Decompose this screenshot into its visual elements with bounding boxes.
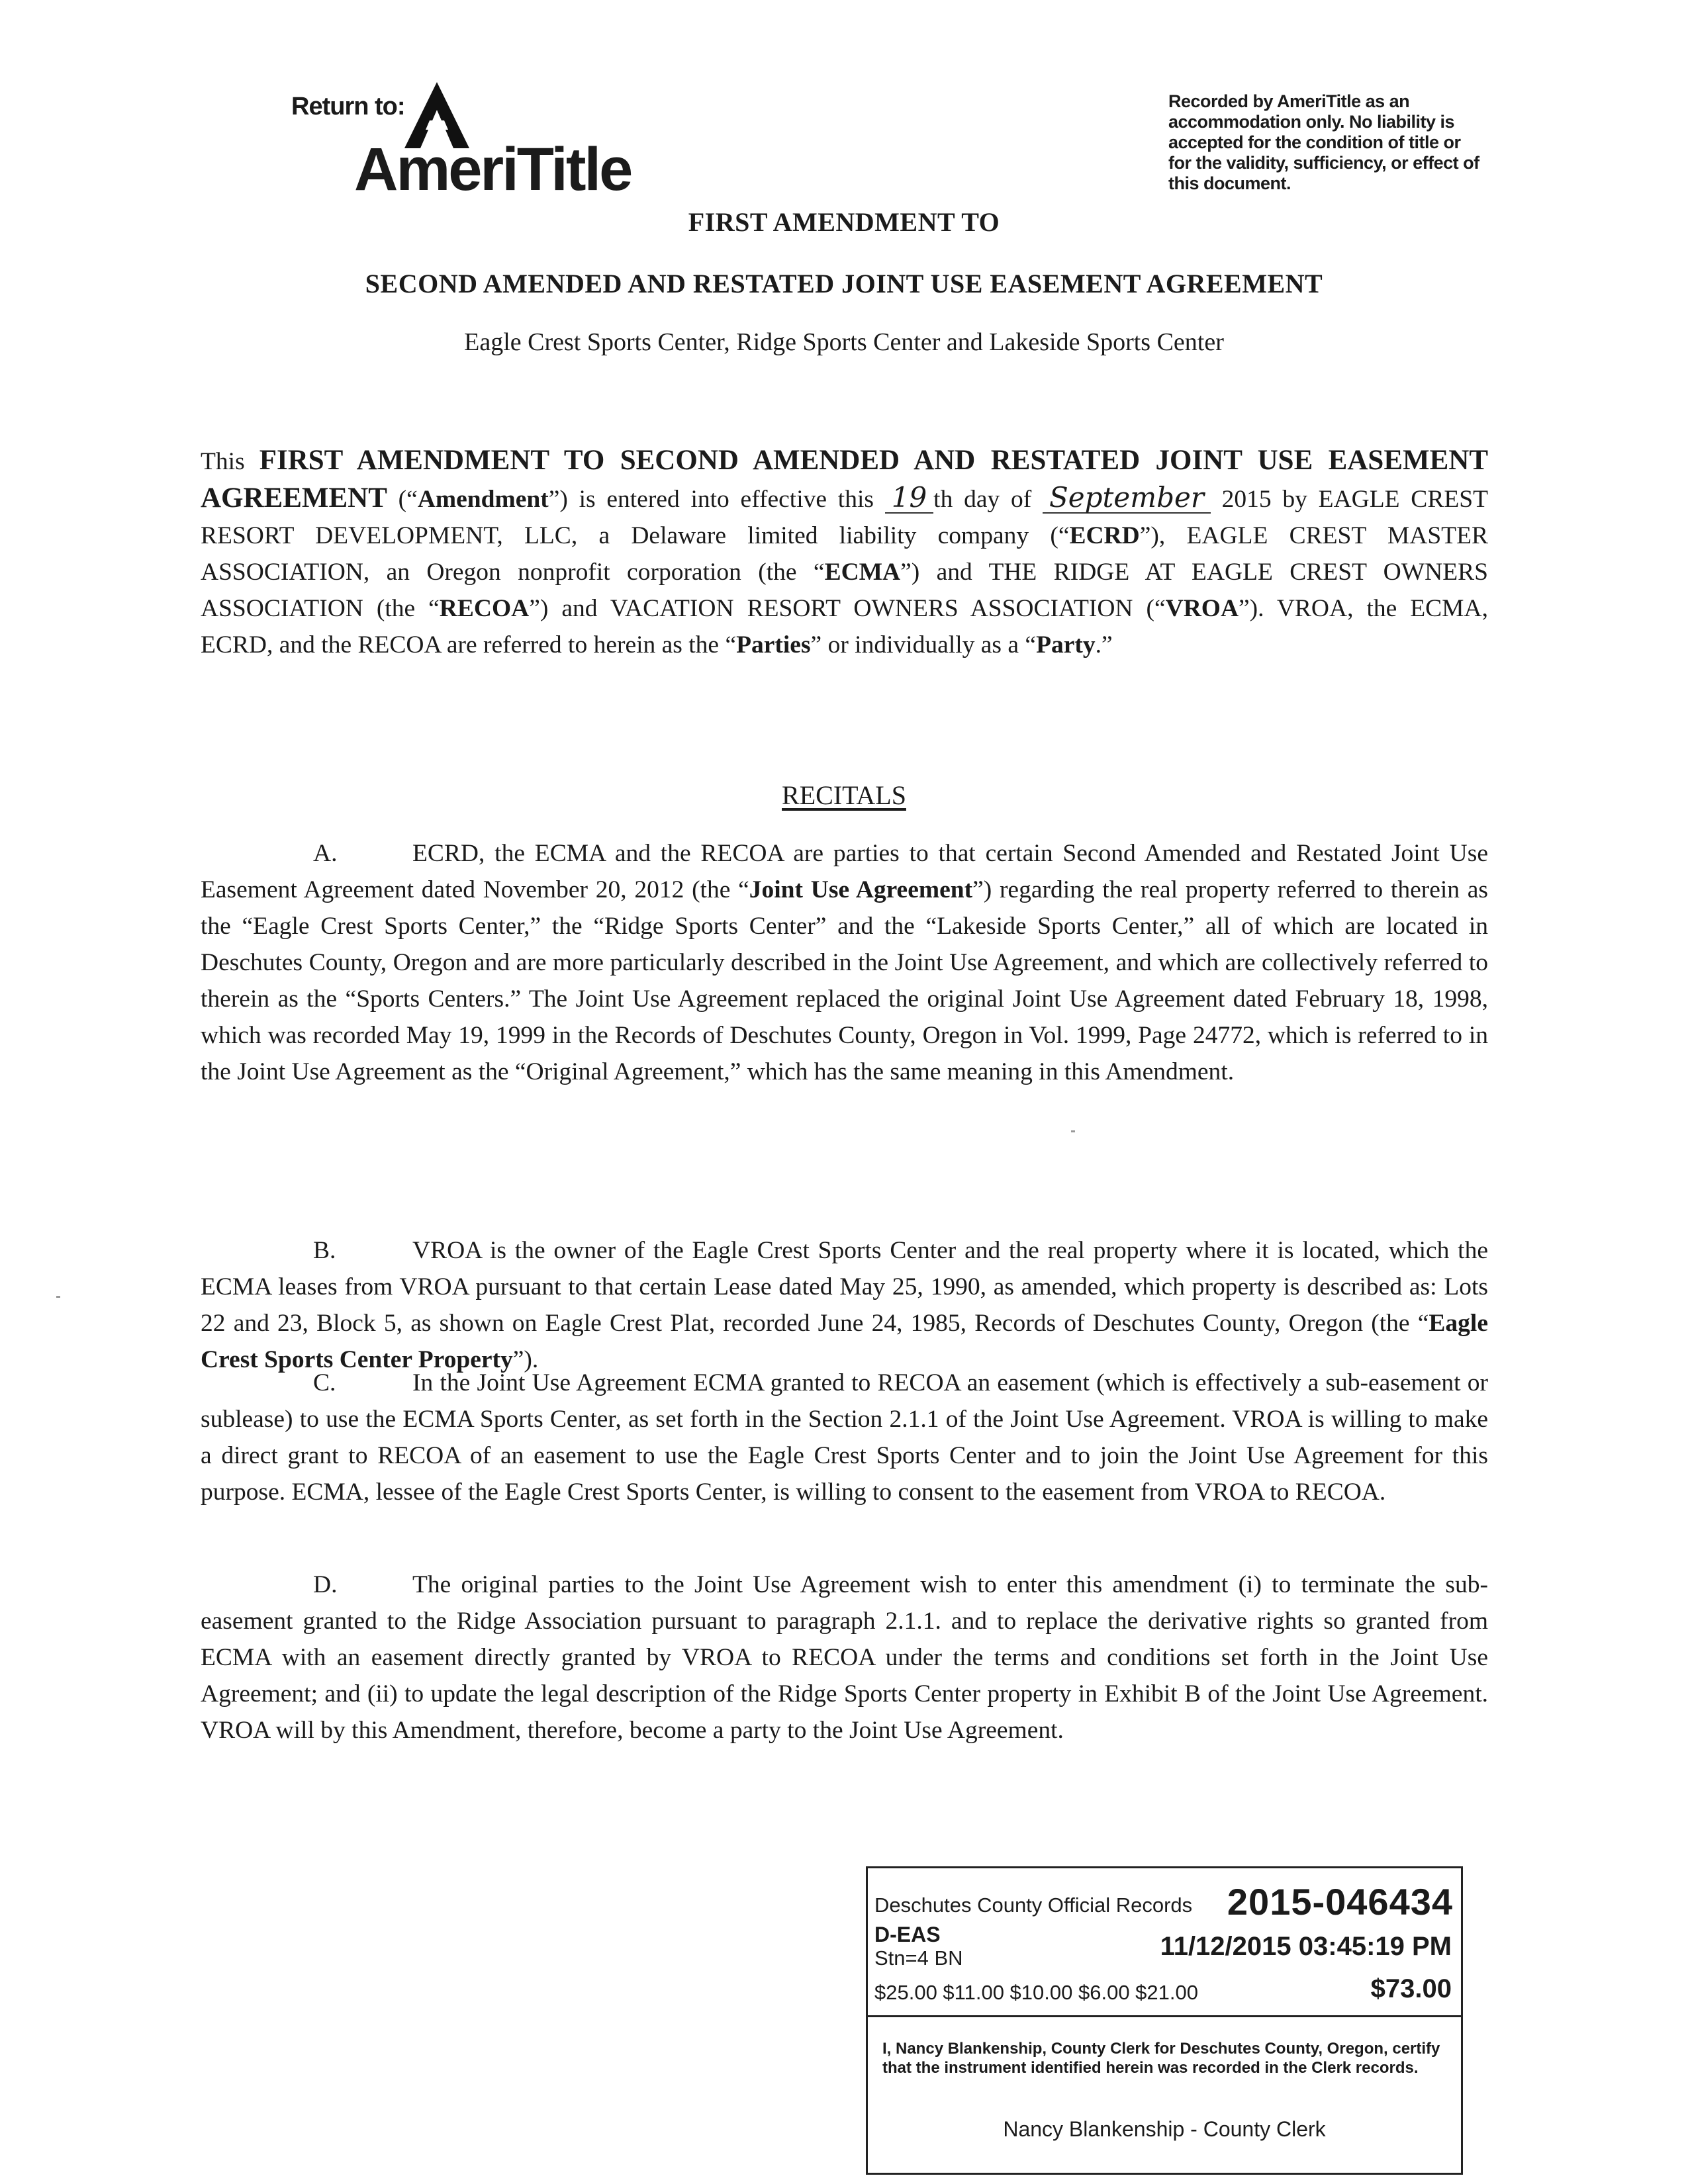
clerk-certification: I, Nancy Blankenship, County Clerk for Deschutes County, Oregon, certify that the instrument identified herein was recorded in the Clerk records. [882,2040,1440,2077]
intro-text: (“ [387,486,418,513]
recital-letter: C. [313,1369,336,1396]
recital-text: ”) regarding the real property referred to therein as the “Eagle Crest Sports Center,” the “Ridge Sports Center” and the “Lakeside Sports Center,” all of which are located in Deschutes County, Oregon and are more particularly described in the Joint Use Agreement, and which are collectively referred to therein as the “Sports Centers.” The Joint Use Agreement replaced the original Joint Use Agreement dated February 18, 1998, which was recorded May 19, 1999 in the Records of Deschutes County, Oregon in Vol. 1999, Page 24772, which is referred to in the Joint Use Agreement as the “Original Agreement,” which has the same meaning in this Amendment. [201,876,1488,1085]
document-title-line-1: FIRST AMENDMENT TO [688,207,1000,237]
recital-text: The original parties to the Joint Use Agreement wish to enter this amendment (i) to terminate the sub-easement granted to the Ridge Association pursuant to paragraph 2.1.1. and to replace the derivative rights so granted from ECMA with an easement directly granted by VROA to RECOA under the terms and conditions set forth in the Joint Use Agreement; and (ii) to update the legal description of the Ridge Sports Center property in Exhibit B of the Joint Use Agreement. VROA will by this Amendment, therefore, become a party to the Joint Use Agreement. [201,1571,1488,1744]
scan-speck [56,1296,60,1298]
defined-term-vroa: VROA [1165,595,1239,622]
scan-speck [1071,1130,1075,1132]
recorded-disclaimer: Recorded by AmeriTitle as an accommodation only. No liability is accepted for the condition of title or for the validity, sufficiency, or effect of this document. [1168,91,1479,193]
defined-term-joint-use-agreement: Joint Use Agreement [749,876,973,903]
intro-text: ”) and THE RIDGE AT EAGLE CREST OWNERS ASSOCIATION (the “ [201,559,1488,622]
logo-wordmark: AmeriTitle [354,136,632,203]
recital-letter: B. [313,1237,336,1264]
recording-datetime: 11/12/2015 03:45:19 PM [1160,1932,1452,1961]
intro-text: .” [1095,631,1113,659]
defined-term-ecma: ECMA [824,559,901,586]
document-title-line-2: SECOND AMENDED AND RESTATED JOINT USE EASEMENT AGREEMENT [365,269,1323,298]
recital-text: ECRD, the ECMA and the RECOA are parties to that certain Second Amended and Restated Joint Use Easement Agreement dated November 20, 2012 (the “ [201,840,1488,903]
recording-fees: $25.00 $11.00 $10.00 $6.00 $21.00 [874,1981,1198,2004]
recital-a [201,835,1488,1090]
return-to-block [285,79,632,203]
record-number: 2015-046434 [1227,1881,1453,1923]
defined-term-ecrd: ECRD [1069,522,1140,549]
handwritten-month: September [1043,483,1211,514]
intro-text: 2015 by EAGLE CREST RESORT DEVELOPMENT, LLC, a Delaware limited liability company (“ [201,486,1488,549]
intro-text: ”) is entered into effective this [548,486,885,513]
handwritten-day: 19 [885,483,933,514]
recital-letter: A. [313,840,338,867]
intro-text: ”), EAGLE CREST MASTER ASSOCIATION, an Oregon nonprofit corporation (the “ [201,522,1488,586]
recital-letter: D. [313,1571,338,1598]
intro-text: th day of [933,486,1043,513]
recitals-heading-text: RECITALS [782,780,906,810]
return-to-label: Return to: [291,93,405,120]
recital-text: VROA is the owner of the Eagle Crest Sports Center and the real property where it is located, which the ECMA leases from VROA pursuant to that certain Lease dated May 25, 1990, as amended, which property is described as: Lots 22 and 23, Block 5, as shown on Eagle Crest Plat, recorded June 24, 1985, Records of Deschutes County, Oregon (the “ [201,1237,1488,1337]
recording-info-section [868,1868,1461,2017]
recital-d [201,1567,1488,1749]
recording-total: $73.00 [1370,1974,1452,2003]
recital-text: In the Joint Use Agreement ECMA granted to RECOA an easement (which is effectively a sub-easement or sublease) to use the ECMA Sports Center, as set forth in the Section 2.1.1 of the Joint Use Agreement. VROA is willing to make a direct grant to RECOA of an easement to use the Eagle Crest Sports Center and to join the Joint Use Agreement for this purpose. ECMA, lessee of the Eagle Crest Sports Center, is willing to consent to the easement from VROA to RECOA. [201,1369,1488,1506]
intro-text: ”) and VACATION RESORT OWNERS ASSOCIATION (“ [529,595,1166,622]
intro-text: ”). VROA, the ECMA, ECRD, and the RECOA are referred to herein as the “ [201,595,1488,659]
document-type-code: D-EAS [874,1923,941,1946]
clerk-name: Nancy Blankenship - County Clerk [1003,2117,1326,2141]
records-office: Deschutes County Official Records [874,1893,1193,1917]
intro-text: This [201,448,259,475]
defined-term-sports-center-property: Eagle Crest Sports Center Property [201,1310,1488,1373]
recital-b [201,1232,1488,1378]
defined-term-parties: Parties [736,631,811,659]
intro-text: ” or individually as a “ [810,631,1037,659]
document-subtitle: Eagle Crest Sports Center, Ridge Sports Center and Lakeside Sports Center [464,328,1224,356]
defined-term-recoa: RECOA [439,595,530,622]
defined-term-party: Party [1036,631,1096,659]
recital-text: ”). [512,1346,539,1373]
defined-term-amendment: Amendment [417,486,549,513]
intro-agreement-name: FIRST AMENDMENT TO SECOND AMENDED AND RESTATED JOINT USE EASEMENT AGREEMENT [201,445,1489,514]
recitals-heading [0,780,1688,811]
county-recording-stamp [866,1866,1463,2175]
recital-c [201,1365,1488,1510]
station-code: Stn=4 BN [874,1946,963,1970]
intro-paragraph [201,442,1488,663]
